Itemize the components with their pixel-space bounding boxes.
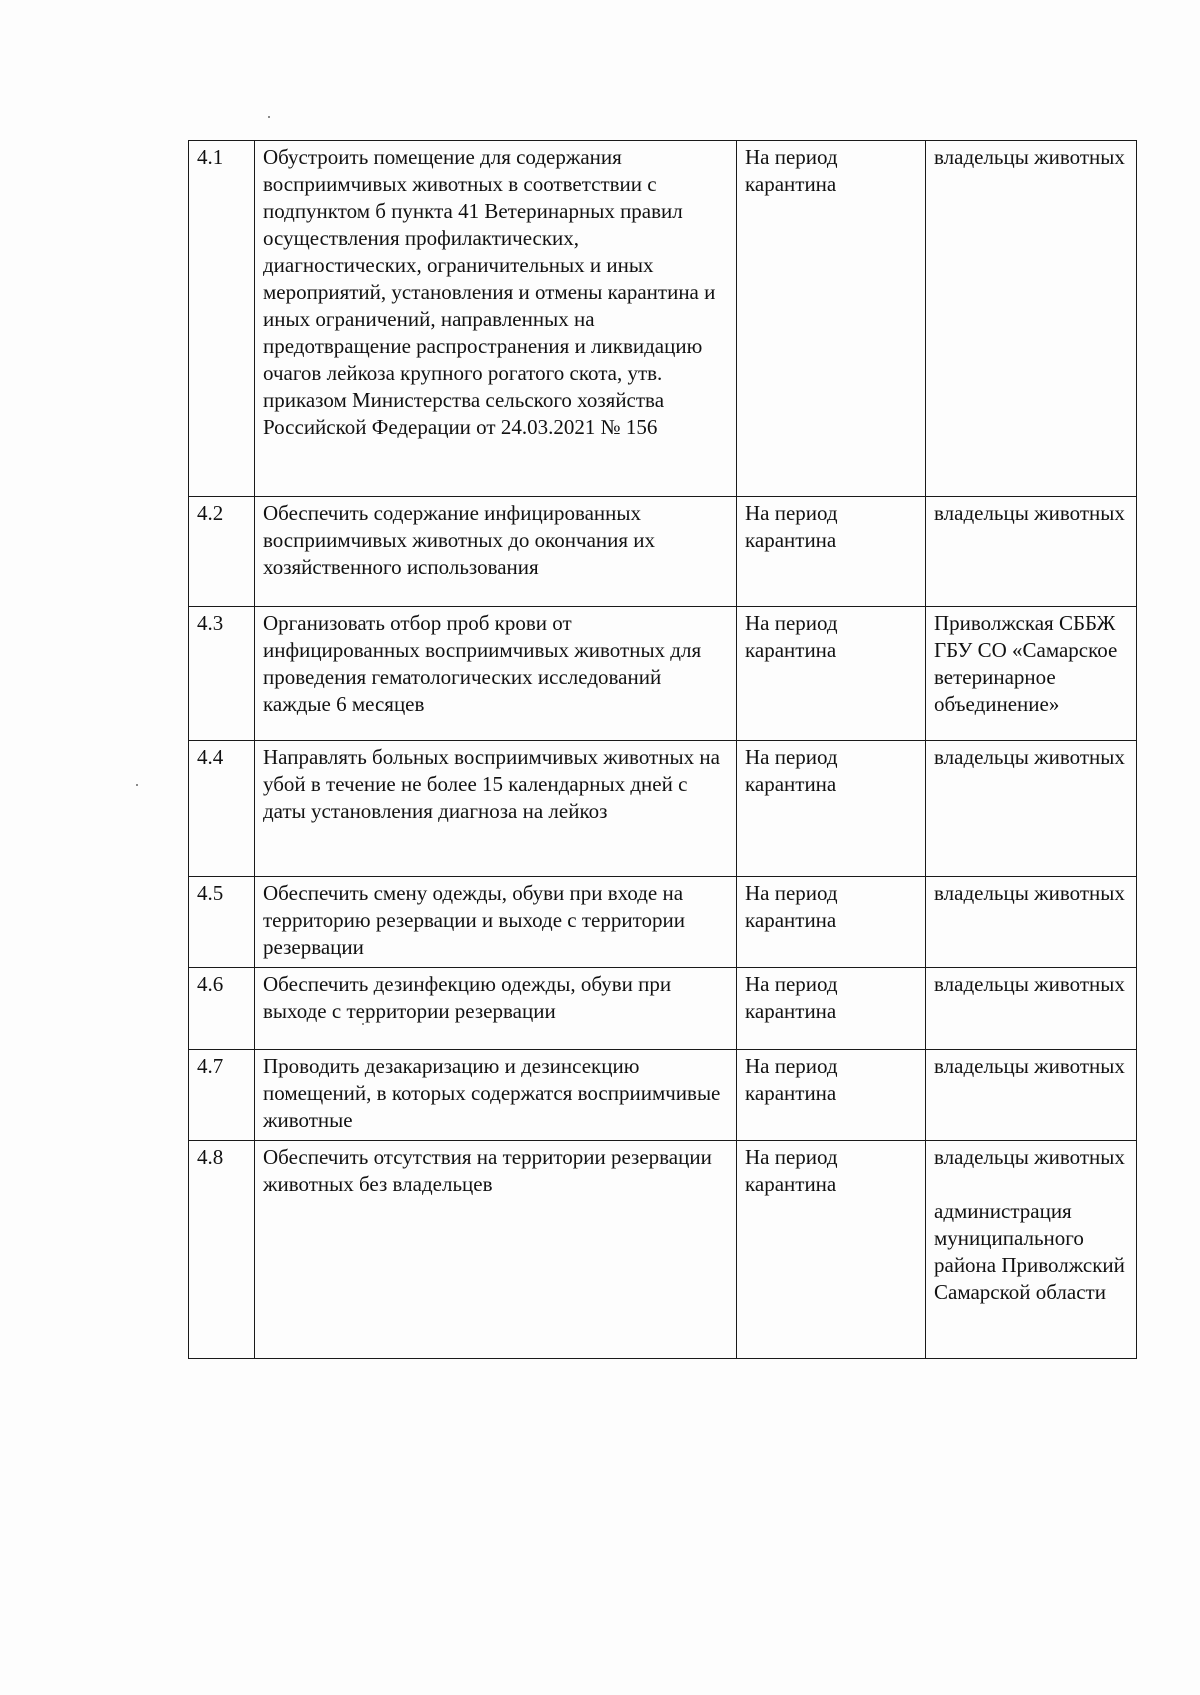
measure-description: Организовать отбор проб крови от инфицированных восприимчивых животных для проведения гематологических исследований каждые 6 месяцев (255, 607, 737, 741)
responsible-party: владельцы животных (934, 1054, 1125, 1078)
measure-term: На период карантина (737, 877, 926, 968)
measure-term: На период карантина (737, 497, 926, 607)
measure-term: На период карантина (737, 1141, 926, 1359)
table-row (189, 497, 1137, 607)
table-row (189, 141, 1137, 497)
responsible-party: администрация муниципального района Приволжский Самарской области (934, 1199, 1125, 1304)
item-number: 4.6 (189, 968, 255, 1050)
table-row (189, 968, 1137, 1050)
measure-term: На период карантина (737, 607, 926, 741)
measure-term: На период карантина (737, 741, 926, 877)
measure-description: Обеспечить смену одежды, обуви при входе на территорию резервации и выходе с территории резервации (255, 877, 737, 968)
scan-speck (268, 116, 270, 118)
scan-speck (136, 784, 138, 786)
table-row (189, 1141, 1137, 1359)
responsible-party: владельцы животных (934, 972, 1125, 996)
item-number: 4.4 (189, 741, 255, 877)
responsible-party: владельцы животных (934, 881, 1125, 905)
measure-responsible (926, 1050, 1137, 1141)
responsible-party: Приволжская СББЖ ГБУ СО «Самарское ветеринарное объединение» (934, 611, 1118, 716)
measure-responsible (926, 968, 1137, 1050)
scan-speck (362, 1023, 364, 1025)
item-number: 4.1 (189, 141, 255, 497)
measure-responsible (926, 741, 1137, 877)
measure-term: На период карантина (737, 1050, 926, 1141)
measure-responsible (926, 607, 1137, 741)
quarantine-measures-table (188, 140, 1137, 1359)
table-row (189, 1050, 1137, 1141)
line-gap (934, 1171, 1129, 1198)
item-number: 4.2 (189, 497, 255, 607)
measure-description: Направлять больных восприимчивых животных на убой в течение не более 15 календарных дней с даты установления диагноза на лейкоз (255, 741, 737, 877)
table-row (189, 741, 1137, 877)
measure-description: Обеспечить отсутствия на территории резервации животных без владельцев (255, 1141, 737, 1359)
item-number: 4.5 (189, 877, 255, 968)
responsible-party: владельцы животных (934, 145, 1125, 169)
measure-responsible (926, 877, 1137, 968)
item-number: 4.8 (189, 1141, 255, 1359)
responsible-party: владельцы животных (934, 501, 1125, 525)
item-number: 4.7 (189, 1050, 255, 1141)
measure-responsible (926, 1141, 1137, 1359)
measure-term: На период карантина (737, 141, 926, 497)
measure-responsible (926, 497, 1137, 607)
measure-description: Обеспечить дезинфекцию одежды, обуви при выходе с территории резервации (255, 968, 737, 1050)
measure-term: На период карантина (737, 968, 926, 1050)
responsible-party: владельцы животных (934, 745, 1125, 769)
measure-description: Обеспечить содержание инфицированных восприимчивых животных до окончания их хозяйственного использования (255, 497, 737, 607)
responsible-party: владельцы животных (934, 1145, 1125, 1169)
measure-description: Проводить дезакаризацию и дезинсекцию помещений, в которых содержатся восприимчивые животные (255, 1050, 737, 1141)
measure-description: Обустроить помещение для содержания восприимчивых животных в соответствии с подпунктом б пункта 41 Ветеринарных правил осуществления профилактических, диагностических, ограничительных и иных мероприятий, установления и отмены карантина и иных ограничений, направленных на предотвращение распространения и ликвидацию очагов лейкоза крупного рогатого скота, утв. приказом Министерства сельского хозяйства Российской Федерации от 24.03.2021 № 156 (255, 141, 737, 497)
item-number: 4.3 (189, 607, 255, 741)
measure-responsible (926, 141, 1137, 497)
table-row (189, 877, 1137, 968)
table-row (189, 607, 1137, 741)
